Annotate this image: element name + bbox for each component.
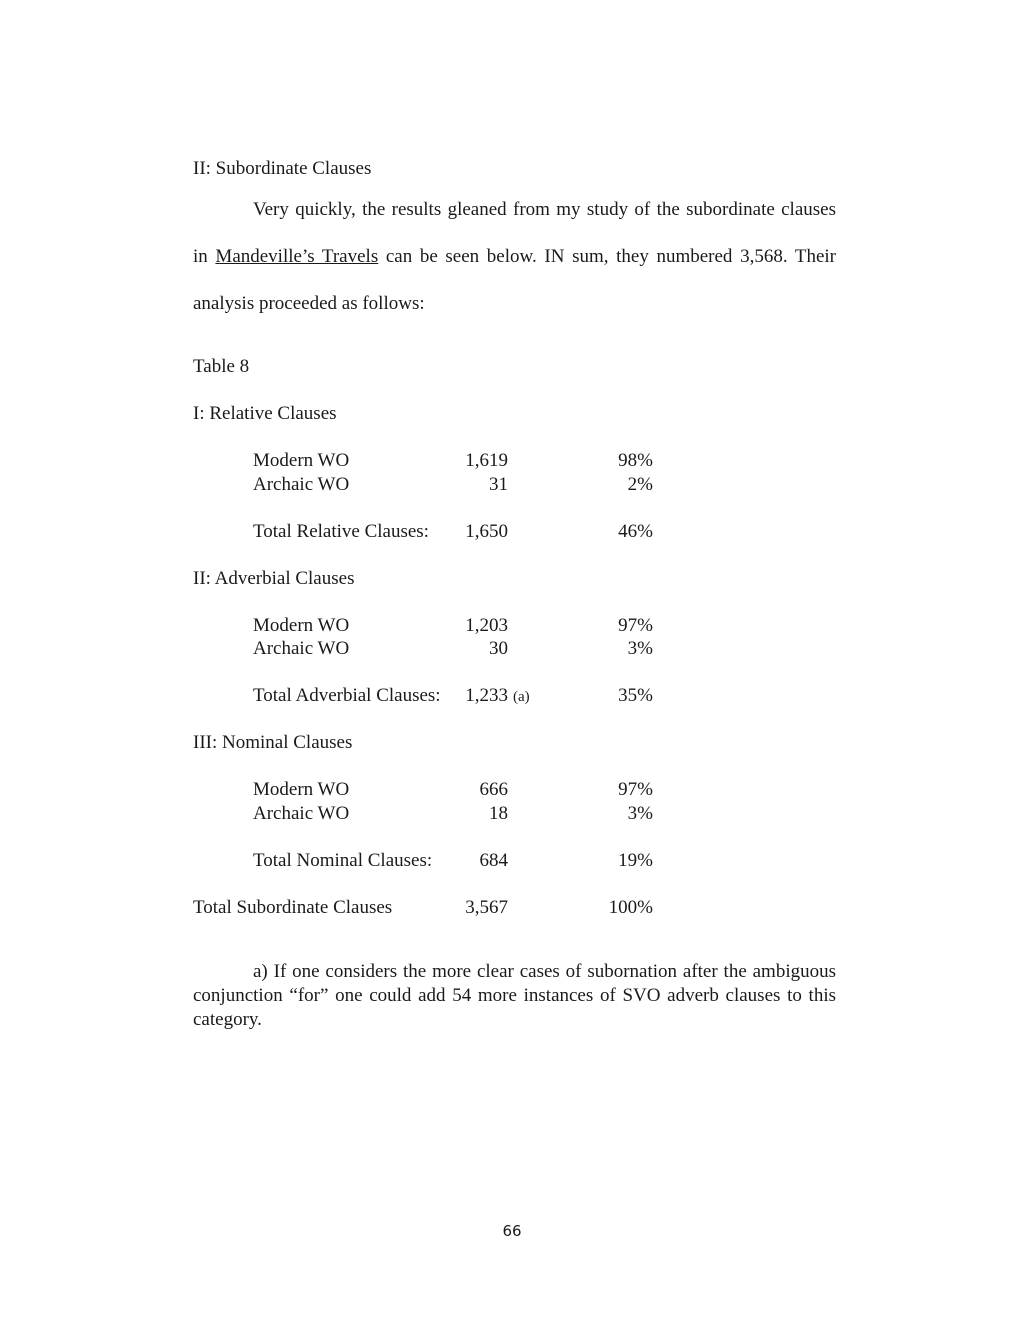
total-count: 684 <box>479 850 508 871</box>
row-count: 1,619 <box>465 450 508 471</box>
row-percent: 3% <box>627 803 653 824</box>
total-count: 1,650 <box>465 521 508 542</box>
row-count: 666 <box>479 779 508 800</box>
row-percent: 98% <box>618 450 653 471</box>
row-label: Modern WO <box>253 779 350 800</box>
row-count: 31 <box>489 474 508 495</box>
row-percent: 3% <box>627 638 653 659</box>
row-count: 18 <box>489 803 508 824</box>
row-label: Archaic WO <box>253 803 350 824</box>
total-count: 1,233 <box>465 685 508 706</box>
row-percent: 97% <box>618 615 653 636</box>
total-percent: 35% <box>618 685 653 706</box>
table-label: Table 8 <box>193 356 250 377</box>
intro-part1: Very quickly, the results gleaned from my study of the subordinate clauses in <box>193 199 836 267</box>
group-heading-relative: I: Relative Clauses <box>193 403 337 424</box>
total-label: Total Adverbial Clauses: <box>253 685 441 706</box>
row-count: 30 <box>489 638 508 659</box>
intro-paragraph <box>193 186 836 327</box>
row-label: Modern WO <box>253 615 350 636</box>
row-count: 1,203 <box>465 615 508 636</box>
total-label: Total Nominal Clauses: <box>253 850 433 871</box>
grand-total-label: Total Subordinate Clauses <box>193 897 393 918</box>
row-label: Modern WO <box>253 450 350 471</box>
total-percent: 19% <box>618 850 653 871</box>
row-percent: 97% <box>618 779 653 800</box>
total-percent: 46% <box>618 521 653 542</box>
row-percent: 2% <box>627 474 653 495</box>
intro-part2: can be seen below. IN sum, they numbered 3,568. Their analysis proceeded as follows: <box>193 246 836 314</box>
section-heading: II: Subordinate Clauses <box>193 158 372 179</box>
row-label: Archaic WO <box>253 474 350 495</box>
book-title: Mandeville’s Travels <box>215 246 379 267</box>
group-heading-nominal: III: Nominal Clauses <box>193 732 353 753</box>
document-page <box>193 0 836 1326</box>
row-label: Archaic WO <box>253 638 350 659</box>
footnote <box>193 960 836 1032</box>
total-label: Total Relative Clauses: <box>253 521 429 542</box>
group-heading-adverbial: II: Adverbial Clauses <box>193 568 355 589</box>
footnote-reference: (a) <box>513 689 530 705</box>
footnote-text: a) If one considers the more clear cases of subornation after the ambiguous conjunction “for” one could add 54 more instances of SVO adverb clauses to this category. <box>193 961 836 1030</box>
page-number: 66 <box>502 1222 522 1240</box>
grand-total-count: 3,567 <box>465 897 508 918</box>
grand-total-percent: 100% <box>608 897 653 918</box>
